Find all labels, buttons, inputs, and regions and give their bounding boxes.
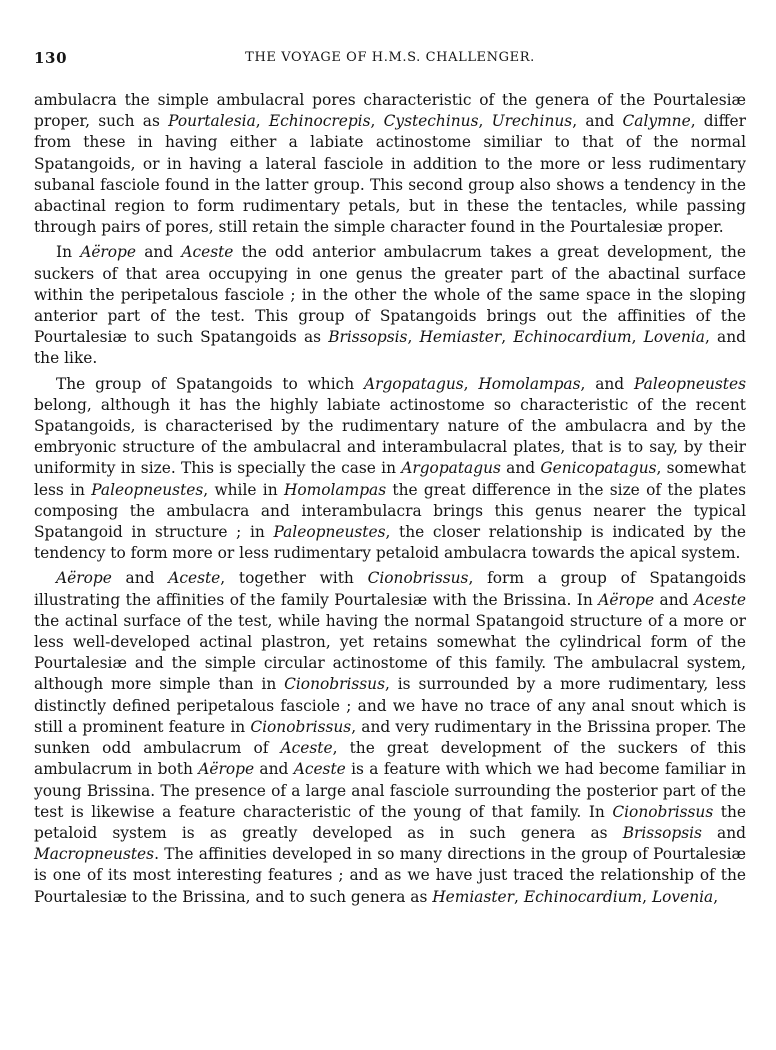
text-run: , is surrounded by a more rudimentary, less distinctly defined peripetalous fasciole ; and we have no trace of any anal snout which is still a prominent feature in (34, 675, 746, 736)
text-run: , and (580, 374, 634, 393)
text-run: , and very rudimentary in the Brissina proper. The sunken odd ambulacrum of (34, 717, 746, 758)
italic-term: Genicopatagus (540, 459, 657, 478)
page-header (34, 46, 746, 70)
italic-term: Cionobrissus (284, 675, 385, 694)
text-run: the great difference in the size of the plates composing the ambulacra and interambulacra brings this genus nearer the typical Spatangoid in structure ; in (34, 480, 746, 542)
text-run: , differ from these in having either a labiate actinostome similiar to that of the normal Spatangoids, or in having a lateral fasciole in addition to the more or less rudimentary subanal fasciole found in the latter group. This second group also shows a tendency in the abactinal region to form rudimentary petals, but in these the tentacles, while passing through pairs of pores, still retain the simple character found in the Pourtalesiæ proper. (34, 112, 746, 237)
text-run: , the closer relationship is indicated by the tendency to form more or less rudimentary petaloid ambulacra towards the apical system. (34, 523, 746, 563)
paragraph (34, 242, 746, 369)
text-run: , (514, 887, 524, 906)
italic-term: Pourtalesia (168, 112, 256, 131)
italic-term: Lovenia (643, 328, 705, 347)
text-run: , form a group of Spatangoids illustrating the affinities of the family Pourtalesiæ with the Brissina. In (34, 569, 746, 609)
italic-term: Paleopneustes (633, 374, 746, 393)
text-run: the odd anterior ambulacrum takes a great development, the suckers of that area occupying in one genus the greater part of the abactinal surface within the peripetalous fasciole ; in the other the whole of the same space in the sloping anterior part of the test. This group of Spatangoids brings out the affinities of the Pourtalesiæ to such Spatangoids as (34, 243, 746, 347)
text-run: , (370, 112, 384, 131)
text-run: , together with (220, 569, 368, 588)
text-run: and (111, 569, 169, 588)
text-run: , (631, 328, 644, 347)
text-run: The group of Spatangoids to which (56, 374, 364, 393)
text-run: belong, although it has the highly labiate actinostome so characteristic of the recent Spatangoids, is characterised by the rudimentary nature of the ambulacra and by the embryonic structure of the ambulacral and interambulacral plates, that is to say, by their uniformity in size. This is specially the case in (34, 395, 746, 478)
italic-term: Aërope (198, 760, 255, 779)
italic-term: Echinocardium (513, 328, 632, 347)
text-run: is a feature with which we had become familiar in young Brissina. The presence of a large anal fasciole surrounding the posterior part of the test is likewise a feature characteristic of the young of that family. In (34, 760, 746, 821)
text-run: , the great development of the suckers of this ambulacrum in both (34, 739, 746, 779)
italic-term: Aceste (293, 760, 346, 779)
text-run: ambulacra the simple ambulacral pores characteristic of the genera of the Pourtalesiæ proper, such as (34, 91, 746, 131)
text-run: , while in (203, 480, 284, 499)
text-run: In (56, 243, 81, 262)
text-run: , (255, 112, 269, 131)
italic-term: Brissopsis (622, 823, 702, 842)
paragraph (34, 568, 746, 907)
italic-term: Cystechinus (383, 112, 479, 131)
italic-term: Aceste (280, 739, 333, 758)
text-run: , (713, 887, 719, 906)
italic-term: Aërope (598, 590, 655, 609)
text-run: and (254, 760, 294, 779)
text-run: , and the like. (34, 328, 746, 368)
italic-term: Lovenia (651, 887, 714, 906)
italic-term: Cionobrissus (367, 569, 469, 588)
italic-term: Aceste (168, 569, 221, 588)
italic-term: Echinocardium (523, 887, 643, 906)
text-run: , (407, 328, 420, 347)
italic-term: Aërope (80, 243, 137, 262)
italic-term: Brissopsis (328, 328, 408, 347)
italic-term: Argopatagus (363, 374, 464, 393)
italic-term: Calymne (622, 112, 691, 131)
paragraph (34, 90, 746, 238)
text-run: , somewhat less in (34, 459, 746, 499)
paragraph (34, 374, 746, 565)
italic-term: Hemiaster (419, 328, 502, 347)
text-run: , (642, 887, 652, 906)
italic-term: Homolampas (478, 374, 581, 393)
italic-term: Hemiaster (432, 887, 515, 906)
text-run: and (654, 590, 694, 609)
italic-term: Cionobrissus (612, 802, 714, 821)
italic-term: Echinocrepis (268, 112, 371, 131)
text-run: and (500, 459, 541, 478)
running-title: THE VOYAGE OF H.M.S. CHALLENGER. (245, 50, 535, 65)
italic-term: Aceste (693, 590, 746, 609)
page-number: 130 (34, 49, 68, 67)
book-page (34, 46, 746, 912)
text-run: , (478, 112, 492, 131)
text-run: the actinal surface of the test, while having the normal Spatangoid structure of a more or less well-developed actinal plastron, yet retains somewhat the cylindrical form of the Pourtalesiæ and the simple circular actinostome of this family. The ambulacral system, although more simple than in (34, 611, 746, 694)
text-run: . The affinities developed in so many directions in the group of Pourtalesiæ is one of its most interesting features ; and as we have just traced the relationship of the Pourtalesiæ to the Brissina, and to such genera as (34, 845, 746, 906)
text-run: , (501, 328, 514, 347)
text-run: , and (572, 112, 623, 131)
text-run: and (136, 243, 182, 262)
italic-term: Aceste (181, 243, 234, 262)
italic-term: Paleopneustes (91, 480, 204, 499)
italic-term: Argopatagus (401, 459, 501, 478)
italic-term: Paleopneustes (273, 523, 386, 542)
italic-term: Urechinus (491, 112, 573, 131)
text-run: and (701, 823, 746, 842)
italic-term: Cionobrissus (250, 717, 352, 736)
italic-term: Homolampas (283, 480, 387, 499)
italic-term: Macropneustes (34, 845, 155, 864)
text-run: the petaloid system is as greatly developed as in such genera as (34, 802, 746, 842)
body-text (34, 90, 746, 908)
italic-term: Aërope (56, 569, 112, 588)
text-run: , (463, 374, 479, 393)
